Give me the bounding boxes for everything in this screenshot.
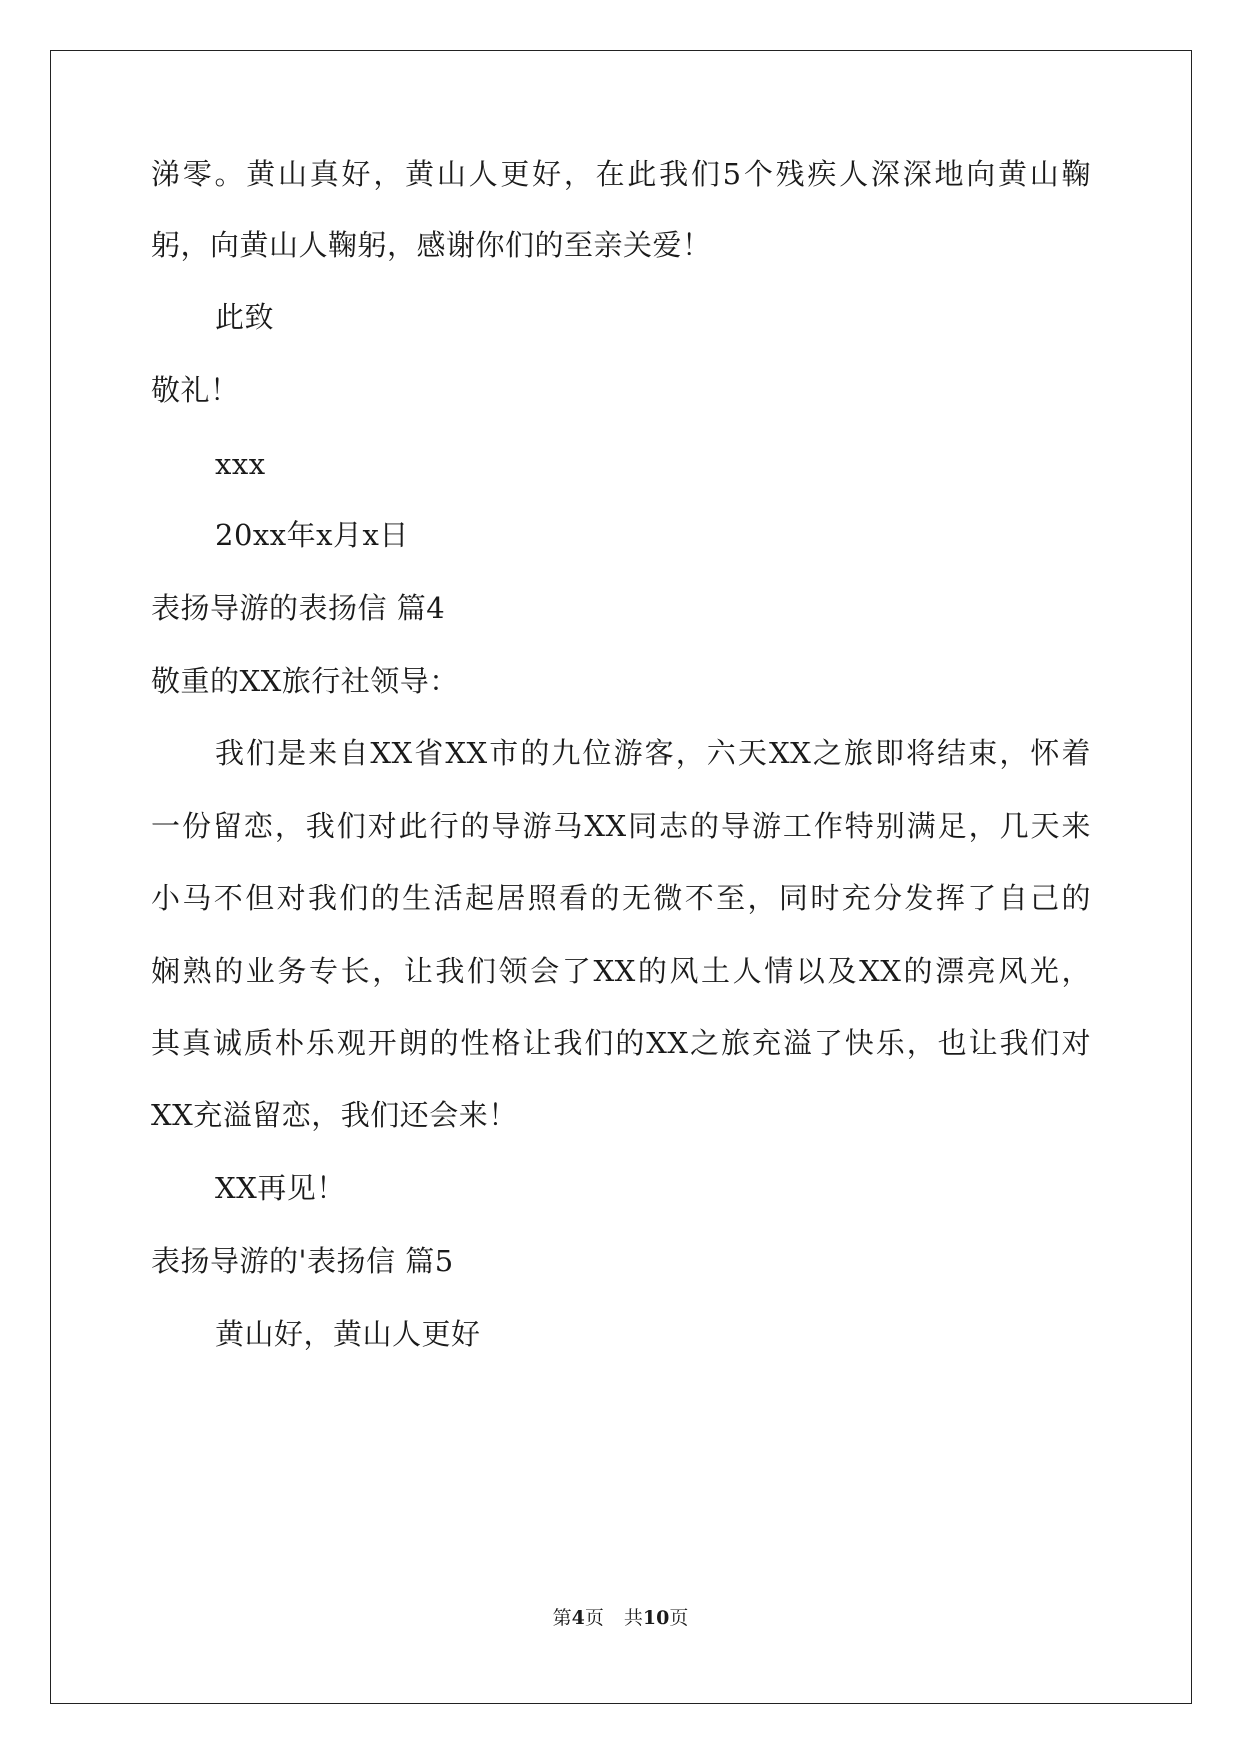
body-line-9: 黄山好，黄山人更好 — [215, 1317, 481, 1351]
section-heading-5: 表扬导游的'表扬信 篇5 — [151, 1244, 454, 1278]
letter-date: 20xx年x月x日 — [215, 518, 409, 552]
body-line-4: 一份留恋，我们对此行的导游马XX同志的导游工作特别满足，几天来 — [151, 809, 1091, 843]
footer-total-suffix: 页 — [669, 1607, 689, 1629]
footer-total-prefix: 共 — [623, 1607, 643, 1629]
body-line-1: 涕零。黄山真好，黄山人更好，在此我们5个残疾人深深地向黄山鞠 — [151, 157, 1091, 191]
closing-salutation: 此致 — [215, 300, 275, 334]
body-line-7: 其真诚质朴乐观开朗的性格让我们的XX之旅充溢了快乐，也让我们对 — [151, 1026, 1091, 1060]
page-footer — [0, 1606, 1241, 1630]
farewell-line: XX再见！ — [215, 1171, 346, 1205]
body-line-6: 娴熟的业务专长，让我们领会了XX的风土人情以及XX的漂亮风光， — [151, 954, 1091, 988]
footer-total-pages: 10 — [642, 1607, 670, 1629]
footer-prefix: 第 — [552, 1607, 572, 1629]
body-line-8: XX充溢留恋，我们还会来！ — [151, 1098, 518, 1132]
closing-respect: 敬礼！ — [151, 373, 240, 407]
body-line-3: 我们是来自XX省XX市的九位游客，六天XX之旅即将结束，怀着 — [215, 736, 1091, 770]
footer-page-suffix: 页 — [584, 1607, 604, 1629]
signature: xxx — [215, 447, 266, 481]
body-line-5: 小马不但对我们的生活起居照看的无微不至，同时充分发挥了自己的 — [151, 881, 1091, 915]
footer-page-number: 4 — [571, 1607, 585, 1629]
body-line-2: 躬，向黄山人鞠躬，感谢你们的至亲关爱！ — [151, 228, 712, 262]
letter-greeting: 敬重的XX旅行社领导： — [151, 664, 459, 698]
section-heading-4: 表扬导游的表扬信 篇4 — [151, 591, 446, 625]
